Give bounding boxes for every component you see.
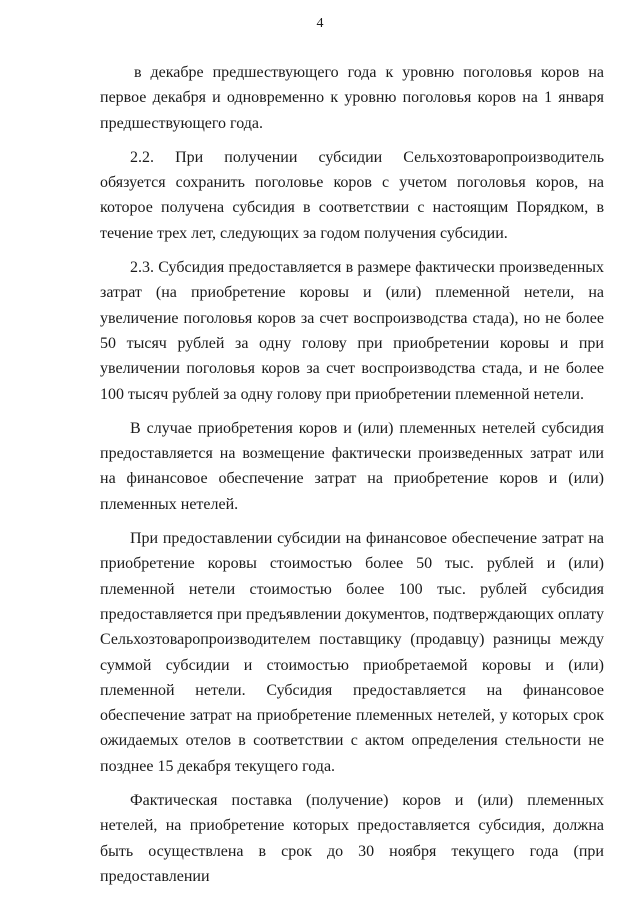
paragraph-delivery: Фактическая поставка (получение) коров и (или) племенных нетелей, на приобретение которых предоставляется субсидия, должна быть осуществлена в срок до 30 ноября текущего года (при предоставлении	[100, 792, 604, 885]
paragraph-purchase-case: В случае приобретения коров и (или) племенных нетелей субсидия предоставляется на возмещение фактически произведенных затрат или на финансовое обеспечение затрат на приобретение коров и (или) племенных нетелей.	[100, 419, 604, 513]
page-number: 4	[316, 16, 324, 31]
paragraph-financing: При предоставлении субсидии на финансовое обеспечение затрат на приобретение коровы стоимостью более 50 тыс. рублей и (или) племенной нетели стоимостью более 100 тыс. рублей субсидия предоставляется при предъявлении документов, подтверждающих оплату Сельхозтоваропроизводителем поставщику (продавцу) разницы между суммой субсидии и стоимостью приобретаемой коровы и (или) племенной нетели. Субсидия предоставляется на финансовое обеспечение затрат на приобретение племенных нетелей, у которых срок ожидаемых отелов в соответствии с актом определения стельности не позднее 15 декабря текущего года.	[100, 530, 604, 775]
document-body	[100, 60, 604, 898]
paragraph-2-2: 2.2. При получении субсидии Сельхозтоваропроизводитель обязуется сохранить поголовье коров с учетом поголовья коров, на которое получена субсидия в соответствии с настоящим Порядком, в течение трех лет, следующих за годом получения субсидии.	[100, 148, 604, 242]
paragraph-2-3: 2.3. Субсидия предоставляется в размере фактически произведенных затрат (на приобретение коровы и (или) племенной нетели, на увеличение поголовья коров за счет воспроизводства стада), но не более 50 тысяч рублей за одну голову при приобретении коровы и при увеличении поголовья коров за счет воспроизводства стада, и не более 100 тысяч рублей за одну голову при приобретении племенной нетели.	[100, 259, 604, 403]
paragraph-continuation: в декабре предшествующего года к уровню поголовья коров на первое декабря и одновременно к уровню поголовья коров на 1 января предшествующего года.	[100, 64, 604, 132]
